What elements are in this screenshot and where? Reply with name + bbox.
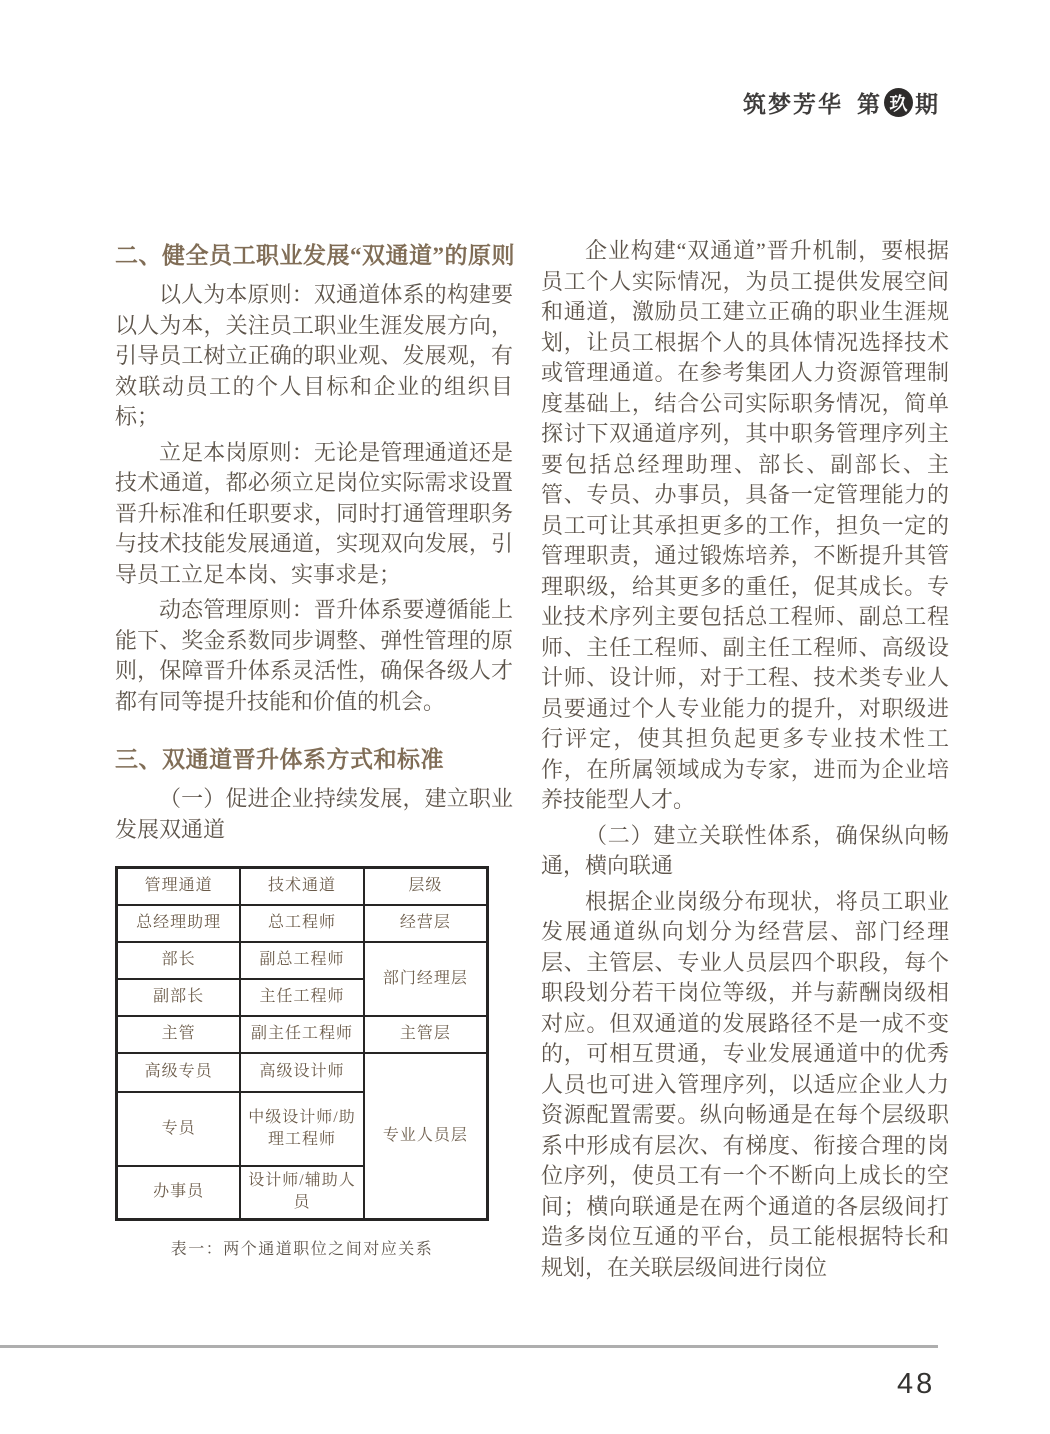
table-cell: 中级设计师/助理工程师	[240, 1092, 364, 1166]
paragraph-people-principle: 以人为本原则：双通道体系的构建要以人为本，关注员工职业生涯发展方向，引导员工树立正确的职业观、发展观，有效联动员工的个人目标和企业的组织目标；	[115, 282, 513, 429]
table-cell: 高级专员	[117, 1053, 241, 1092]
table-cell: 设计师/辅助人员	[240, 1166, 364, 1220]
issue-suffix: 期	[915, 91, 940, 117]
table-cell: 副主任工程师	[240, 1016, 364, 1053]
table-header-row	[117, 868, 488, 905]
table-cell: 总经理助理	[117, 905, 241, 942]
subsection-1-heading: （一）促进企业持续发展，建立职业发展双通道	[115, 786, 513, 842]
section-heading-2: 二、健全员工职业发展“双通道”的原则	[115, 243, 515, 268]
table-cell: 主任工程师	[240, 979, 364, 1016]
section-heading-3: 三、双通道晋升体系方式和标准	[115, 747, 444, 772]
table-cell: 经营层	[364, 905, 488, 942]
table-row	[117, 1053, 488, 1092]
table-cell-merged-dept-manager-level: 部门经理层	[364, 942, 488, 1016]
table-cell: 主管	[117, 1016, 241, 1053]
table-cell: 副部长	[117, 979, 241, 1016]
issue-number-badge: 玖	[884, 88, 913, 117]
table-row	[117, 1016, 488, 1053]
table-header-level: 层级	[364, 868, 488, 905]
table-cell: 专员	[117, 1092, 241, 1166]
paragraph-dynamic-principle: 动态管理原则：晋升体系要遵循能上能下、奖金系数同步调整、弹性管理的原则，保障晋升体系灵活性，确保各级人才都有同等提升技能和价值的机会。	[115, 597, 513, 714]
magazine-title: 筑梦芳华	[743, 91, 843, 117]
paragraph-connectivity: 根据企业岗级分布现状，将员工职业发展通道纵向划分为经营层、部门经理层、主管层、专业人员层四个职段，每个职段划分若干岗位等级，并与薪酬岗级相对应。但双通道的发展路径不是一成不变的，可相互贯通，专业发展通道中的优秀人员也可进入管理序列，以适应企业人力资源配置需要。纵向畅通是在每个层级职系中形成有层次、有梯度、衔接合理的岗位序列，使员工有一个不断向上成长的空间；横向联通是在两个通道的各层级间打造多岗位互通的平台，员工能根据特长和规划，在关联层级间进行岗位	[541, 888, 949, 1280]
table-cell: 高级设计师	[240, 1053, 364, 1092]
table-cell: 副总工程师	[240, 942, 364, 979]
table-header-technical-channel: 技术通道	[240, 868, 364, 905]
masthead	[743, 86, 940, 119]
table-cell-merged-professional-level: 专业人员层	[364, 1053, 488, 1220]
table-cell: 总工程师	[240, 905, 364, 942]
table-row	[117, 905, 488, 942]
page-number: 48	[897, 1368, 936, 1400]
table-header-management-channel: 管理通道	[117, 868, 241, 905]
dual-channel-table	[115, 866, 489, 1221]
table-cell: 主管层	[364, 1016, 488, 1053]
right-column	[541, 236, 949, 1288]
issue-prefix: 第	[857, 91, 882, 117]
paragraph-position-principle: 立足本岗原则：无论是管理通道还是技术通道，都必须立足岗位实际需求设置晋升标准和任职要求，同时打通管理职务与技术技能发展通道，实现双向发展，引导员工立足本岗、实事求是；	[115, 439, 513, 587]
footer-divider	[0, 1345, 938, 1348]
subsection-2-heading: （二）建立关联性体系，确保纵向畅通，横向联通	[541, 822, 949, 878]
left-column	[115, 240, 513, 1259]
table-row	[117, 942, 488, 979]
table-cell: 办事员	[117, 1166, 241, 1220]
paragraph-intro-dual-channel: 企业构建“双通道”晋升机制，要根据员工个人实际情况，为员工提供发展空间和通道，激励员工建立正确的职业生涯规划，让员工根据个人的具体情况选择技术或管理通道。在参考集团人力资源管理制度基础上，结合公司实际职务情况，简单探讨下双通道序列，其中职务管理序列主要包括总经理助理、部长、副部长、主管、专员、办事员，具备一定管理能力的员工可让其承担更多的工作，担负一定的管理职责，通过锻炼培养，不断提升其管理职级，给其更多的重任，促其成长。专业技术序列主要包括总工程师、副总工程师、主任工程师、副主任工程师、高级设计师、设计师，对于工程、技术类专业人员要通过个人专业能力的提升，对职级进行评定，使其担负起更多专业技术性工作，在所属领域成为专家，进而为企业培养技能型人才。	[541, 238, 949, 812]
table-caption: 表一：两个通道职位之间对应关系	[170, 1241, 434, 1258]
table-cell: 部长	[117, 942, 241, 979]
